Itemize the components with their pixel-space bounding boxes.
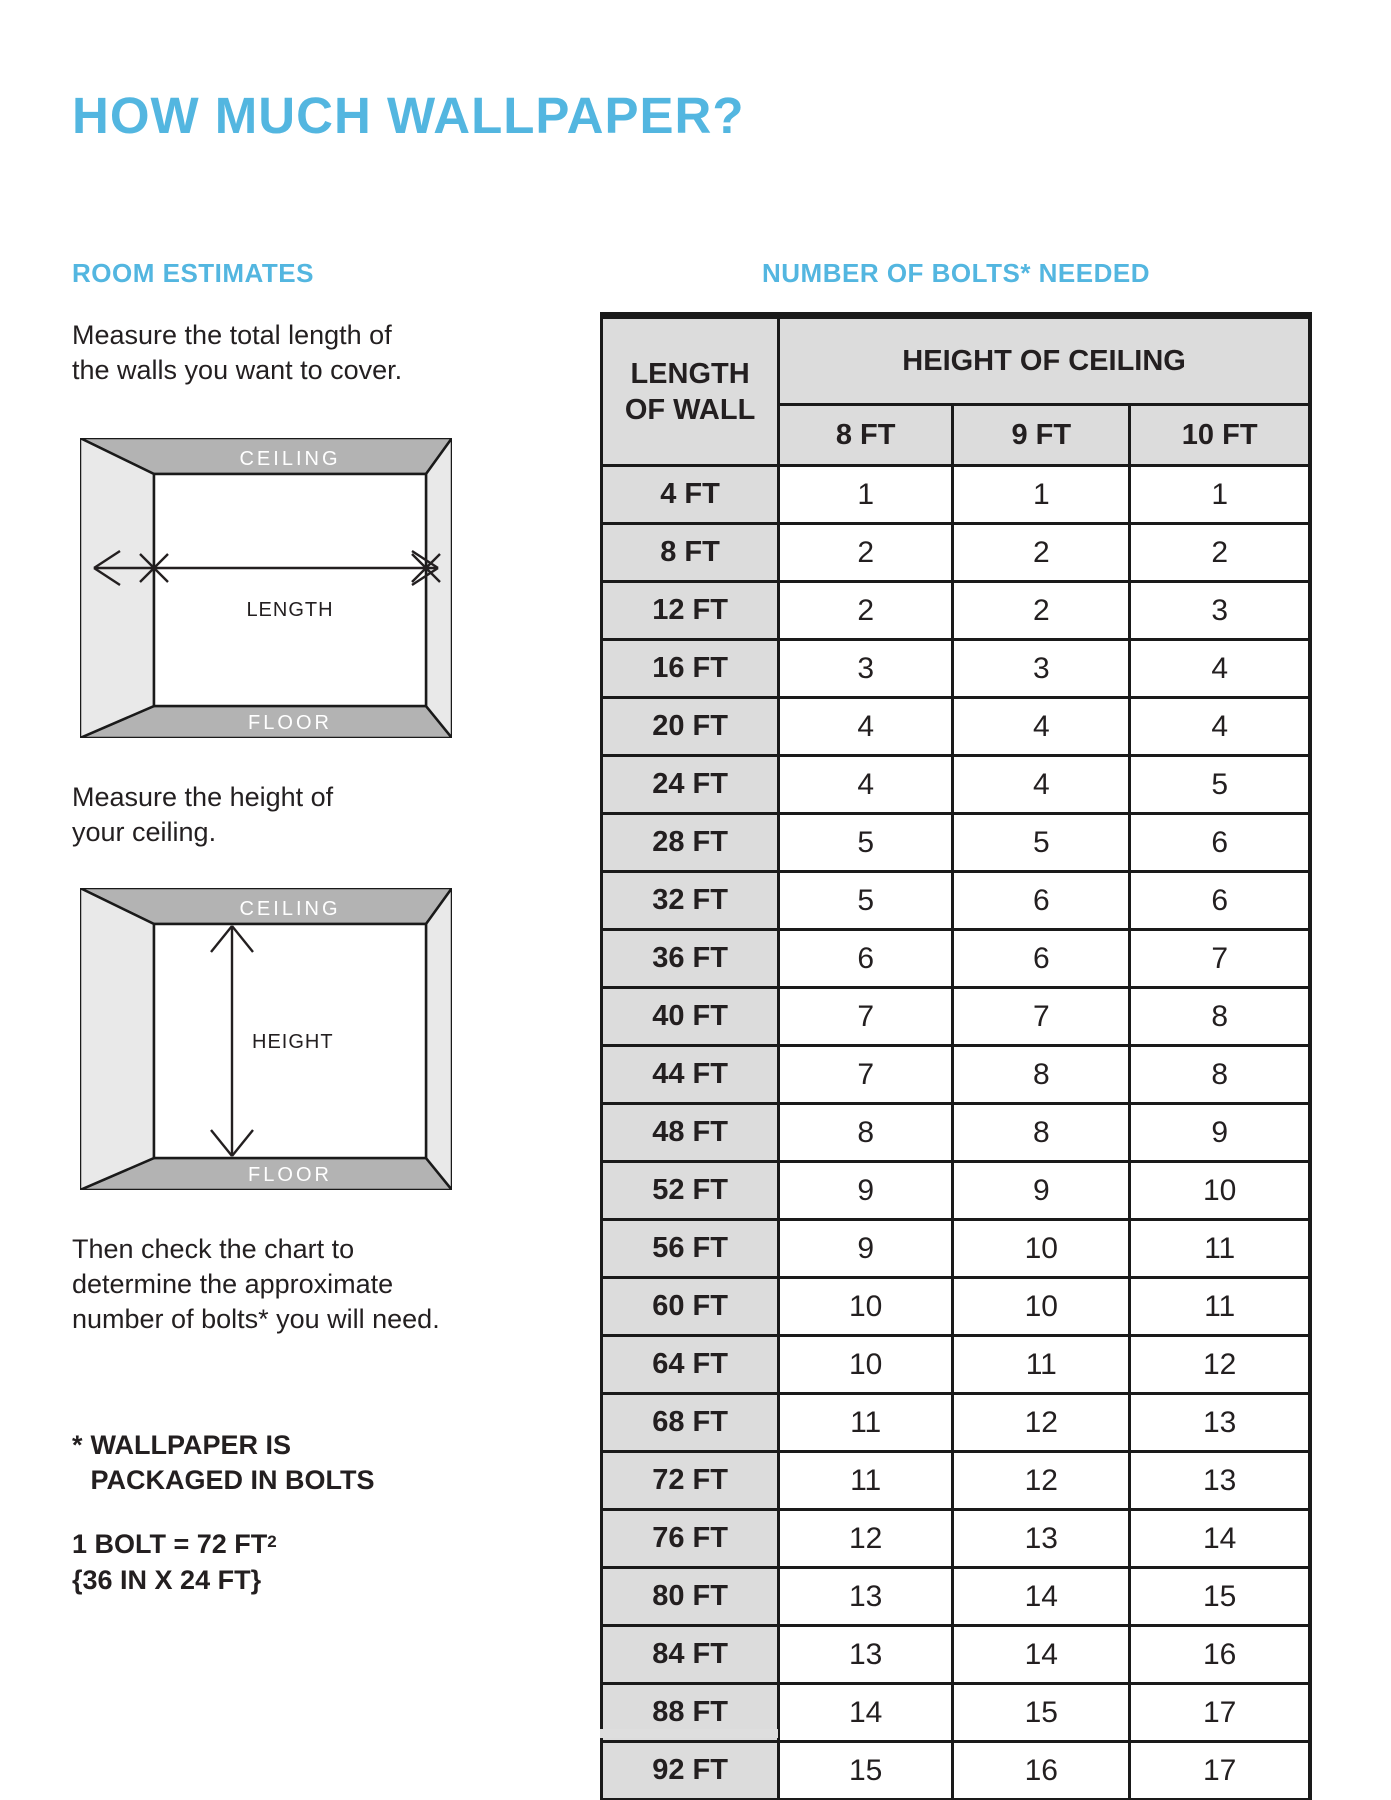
row-label: 72 FT xyxy=(602,1452,779,1510)
ceiling-label: CEILING xyxy=(239,448,341,470)
room-height-diagram-svg xyxy=(80,888,452,1190)
table-row xyxy=(602,582,1311,640)
bolt-count-cell: 2 xyxy=(953,524,1130,582)
bolt-count-cell: 4 xyxy=(953,698,1130,756)
room-length-diagram xyxy=(80,438,452,738)
bolt-count-cell: 12 xyxy=(779,1510,953,1568)
row-label: 56 FT xyxy=(602,1220,779,1278)
bolts-footnote xyxy=(72,1428,375,1498)
left-wall-surface xyxy=(80,438,154,738)
bolt-count-cell: 8 xyxy=(953,1046,1130,1104)
back-wall-surface xyxy=(154,474,426,706)
instruction-measure-height xyxy=(72,780,333,850)
ceiling-label: CEILING xyxy=(239,898,341,920)
bolt-count-cell: 8 xyxy=(953,1104,1130,1162)
bolts-needed-heading: NUMBER OF BOLTS* NEEDED xyxy=(761,258,1151,288)
bolt-count-cell: 2 xyxy=(779,524,953,582)
row-label: 52 FT xyxy=(602,1162,779,1220)
bolt-count-cell: 2 xyxy=(779,582,953,640)
row-label: 48 FT xyxy=(602,1104,779,1162)
bolt-count-cell: 14 xyxy=(1130,1510,1310,1568)
bolt-count-cell: 13 xyxy=(1130,1452,1310,1510)
bolt-count-cell: 16 xyxy=(953,1742,1130,1800)
table-row xyxy=(602,640,1311,698)
row-header-line: OF WALL xyxy=(624,393,756,426)
bolt-definition xyxy=(72,1524,277,1598)
bolt-count-cell: 1 xyxy=(779,466,953,524)
bolt-count-cell: 6 xyxy=(953,930,1130,988)
bolt-count-cell: 4 xyxy=(953,756,1130,814)
bolt-count-cell: 4 xyxy=(779,698,953,756)
bolt-count-cell: 2 xyxy=(953,582,1130,640)
bolt-count-cell: 10 xyxy=(779,1278,953,1336)
bolt-equation xyxy=(72,1524,277,1562)
column-header: 10 FT xyxy=(1130,405,1310,466)
table-row xyxy=(602,988,1311,1046)
bolt-count-cell: 10 xyxy=(1130,1162,1310,1220)
instruction-line: Measure the total length of xyxy=(72,320,392,350)
instruction-line: your ceiling. xyxy=(72,817,217,847)
bolt-count-cell: 7 xyxy=(953,988,1130,1046)
bolt-count-cell: 5 xyxy=(779,814,953,872)
bolt-count-cell: 8 xyxy=(1130,1046,1310,1104)
bolt-count-cell: 13 xyxy=(779,1568,953,1626)
bolt-count-cell: 8 xyxy=(1130,988,1310,1046)
bolt-equation-exponent: 2 xyxy=(267,1532,277,1551)
column-group-header: HEIGHT OF CEILING xyxy=(779,316,1310,405)
instruction-line: determine the approximate xyxy=(72,1269,394,1299)
bolt-count-cell: 13 xyxy=(953,1510,1130,1568)
table-row xyxy=(602,930,1311,988)
table-row xyxy=(602,1452,1311,1510)
bolt-count-cell: 3 xyxy=(779,640,953,698)
bolt-count-cell: 9 xyxy=(1130,1104,1310,1162)
table-row xyxy=(602,1336,1311,1394)
bolt-count-cell: 1 xyxy=(1130,466,1310,524)
bolt-count-cell: 12 xyxy=(953,1394,1130,1452)
bolt-count-cell: 10 xyxy=(779,1336,953,1394)
table-shadow xyxy=(600,1729,778,1738)
table-row xyxy=(602,814,1311,872)
table-row xyxy=(602,1394,1311,1452)
bolt-count-cell: 3 xyxy=(1130,582,1310,640)
right-wall-surface xyxy=(426,888,452,1190)
row-label: 36 FT xyxy=(602,930,779,988)
bolt-count-cell: 11 xyxy=(1130,1278,1310,1336)
instruction-line: Measure the height of xyxy=(72,782,334,812)
bolt-count-cell: 13 xyxy=(1130,1394,1310,1452)
instruction-line: the walls you want to cover. xyxy=(72,355,403,385)
row-label: 60 FT xyxy=(602,1278,779,1336)
bolt-count-cell: 17 xyxy=(1130,1684,1310,1742)
table-row xyxy=(602,1278,1311,1336)
footnote-asterisk: * xyxy=(72,1430,83,1460)
bolt-count-cell: 9 xyxy=(779,1220,953,1278)
bolt-count-cell: 6 xyxy=(953,872,1130,930)
bolt-count-cell: 17 xyxy=(1130,1742,1310,1800)
row-label: 84 FT xyxy=(602,1626,779,1684)
floor-label: FLOOR xyxy=(248,712,332,734)
bolt-count-cell: 5 xyxy=(953,814,1130,872)
row-label: 4 FT xyxy=(602,466,779,524)
instruction-line: number of bolts* you will need. xyxy=(72,1304,440,1334)
bolt-count-cell: 6 xyxy=(1130,872,1310,930)
bolt-count-cell: 10 xyxy=(953,1278,1130,1336)
row-label: 8 FT xyxy=(602,524,779,582)
table-row xyxy=(602,1742,1311,1800)
table-row xyxy=(602,1568,1311,1626)
bolt-count-cell: 15 xyxy=(1130,1568,1310,1626)
row-label: 24 FT xyxy=(602,756,779,814)
table-row xyxy=(602,1626,1311,1684)
row-label: 40 FT xyxy=(602,988,779,1046)
bolt-count-cell: 7 xyxy=(779,1046,953,1104)
table-row xyxy=(602,1104,1311,1162)
bolt-count-cell: 5 xyxy=(779,872,953,930)
instruction-check-chart xyxy=(72,1232,440,1337)
bolt-count-cell: 5 xyxy=(1130,756,1310,814)
table-row xyxy=(602,1046,1311,1104)
bolt-dimensions: {36 IN X 24 FT} xyxy=(72,1565,262,1595)
bolt-count-cell: 15 xyxy=(779,1742,953,1800)
bolt-count-cell: 10 xyxy=(953,1220,1130,1278)
table-row xyxy=(602,872,1311,930)
column-header: 9 FT xyxy=(953,405,1130,466)
footnote-line: WALLPAPER IS xyxy=(90,1430,292,1460)
right-wall-surface xyxy=(426,438,452,738)
row-label: 80 FT xyxy=(602,1568,779,1626)
bolt-count-cell: 6 xyxy=(779,930,953,988)
bolt-count-cell: 13 xyxy=(779,1626,953,1684)
row-label: 64 FT xyxy=(602,1336,779,1394)
bolt-count-cell: 4 xyxy=(1130,698,1310,756)
table-row xyxy=(602,756,1311,814)
bolt-equation-text: 1 BOLT = 72 FT xyxy=(72,1529,268,1559)
footnote-line: PACKAGED IN BOLTS xyxy=(90,1465,375,1495)
bolt-count-cell: 8 xyxy=(779,1104,953,1162)
instruction-measure-length xyxy=(72,318,402,388)
row-label: 12 FT xyxy=(602,582,779,640)
bolt-count-cell: 14 xyxy=(953,1626,1130,1684)
instruction-line: Then check the chart to xyxy=(72,1234,355,1264)
row-header-length-of-wall xyxy=(602,316,779,466)
bolts-table-wrap xyxy=(600,312,1312,1800)
table-row xyxy=(602,698,1311,756)
footnote-text xyxy=(91,1428,375,1498)
bolt-count-cell: 16 xyxy=(1130,1626,1310,1684)
row-header-line: LENGTH xyxy=(630,357,750,390)
bolt-count-cell: 6 xyxy=(1130,814,1310,872)
row-label: 44 FT xyxy=(602,1046,779,1104)
bolt-count-cell: 11 xyxy=(779,1452,953,1510)
bolt-count-cell: 11 xyxy=(779,1394,953,1452)
bolt-count-cell: 7 xyxy=(779,988,953,1046)
bolt-count-cell: 11 xyxy=(1130,1220,1310,1278)
length-measure-label: LENGTH xyxy=(246,599,334,621)
bolt-count-cell: 14 xyxy=(953,1568,1130,1626)
bolt-count-cell: 9 xyxy=(953,1162,1130,1220)
bolt-count-cell: 15 xyxy=(953,1684,1130,1742)
table-row xyxy=(602,1162,1311,1220)
bolt-count-cell: 9 xyxy=(779,1162,953,1220)
floor-label: FLOOR xyxy=(248,1164,332,1186)
row-label: 20 FT xyxy=(602,698,779,756)
bolt-count-cell: 4 xyxy=(1130,640,1310,698)
bolt-count-cell: 4 xyxy=(779,756,953,814)
row-label: 88 FT xyxy=(602,1684,779,1742)
table-row xyxy=(602,466,1311,524)
row-label: 32 FT xyxy=(602,872,779,930)
bolt-count-cell: 12 xyxy=(953,1452,1130,1510)
column-header: 8 FT xyxy=(779,405,953,466)
bolt-count-cell: 14 xyxy=(779,1684,953,1742)
room-length-diagram-svg xyxy=(80,438,452,738)
table-row xyxy=(602,1220,1311,1278)
table-row xyxy=(602,1510,1311,1568)
row-label: 16 FT xyxy=(602,640,779,698)
row-label: 92 FT xyxy=(602,1742,779,1800)
bolt-count-cell: 12 xyxy=(1130,1336,1310,1394)
bolt-count-cell: 3 xyxy=(953,640,1130,698)
left-wall-surface xyxy=(80,888,154,1190)
room-height-diagram xyxy=(80,888,452,1190)
bolt-count-cell: 7 xyxy=(1130,930,1310,988)
bolt-count-cell: 11 xyxy=(953,1336,1130,1394)
row-label: 68 FT xyxy=(602,1394,779,1452)
bolt-count-cell: 2 xyxy=(1130,524,1310,582)
room-estimates-heading: ROOM ESTIMATES xyxy=(72,258,314,288)
row-label: 28 FT xyxy=(602,814,779,872)
bolts-table xyxy=(600,312,1312,1800)
bolt-count-cell: 1 xyxy=(953,466,1130,524)
table-row xyxy=(602,524,1311,582)
height-measure-label: HEIGHT xyxy=(252,1031,334,1053)
row-label: 76 FT xyxy=(602,1510,779,1568)
page-title: HOW MUCH WALLPAPER? xyxy=(72,87,745,144)
